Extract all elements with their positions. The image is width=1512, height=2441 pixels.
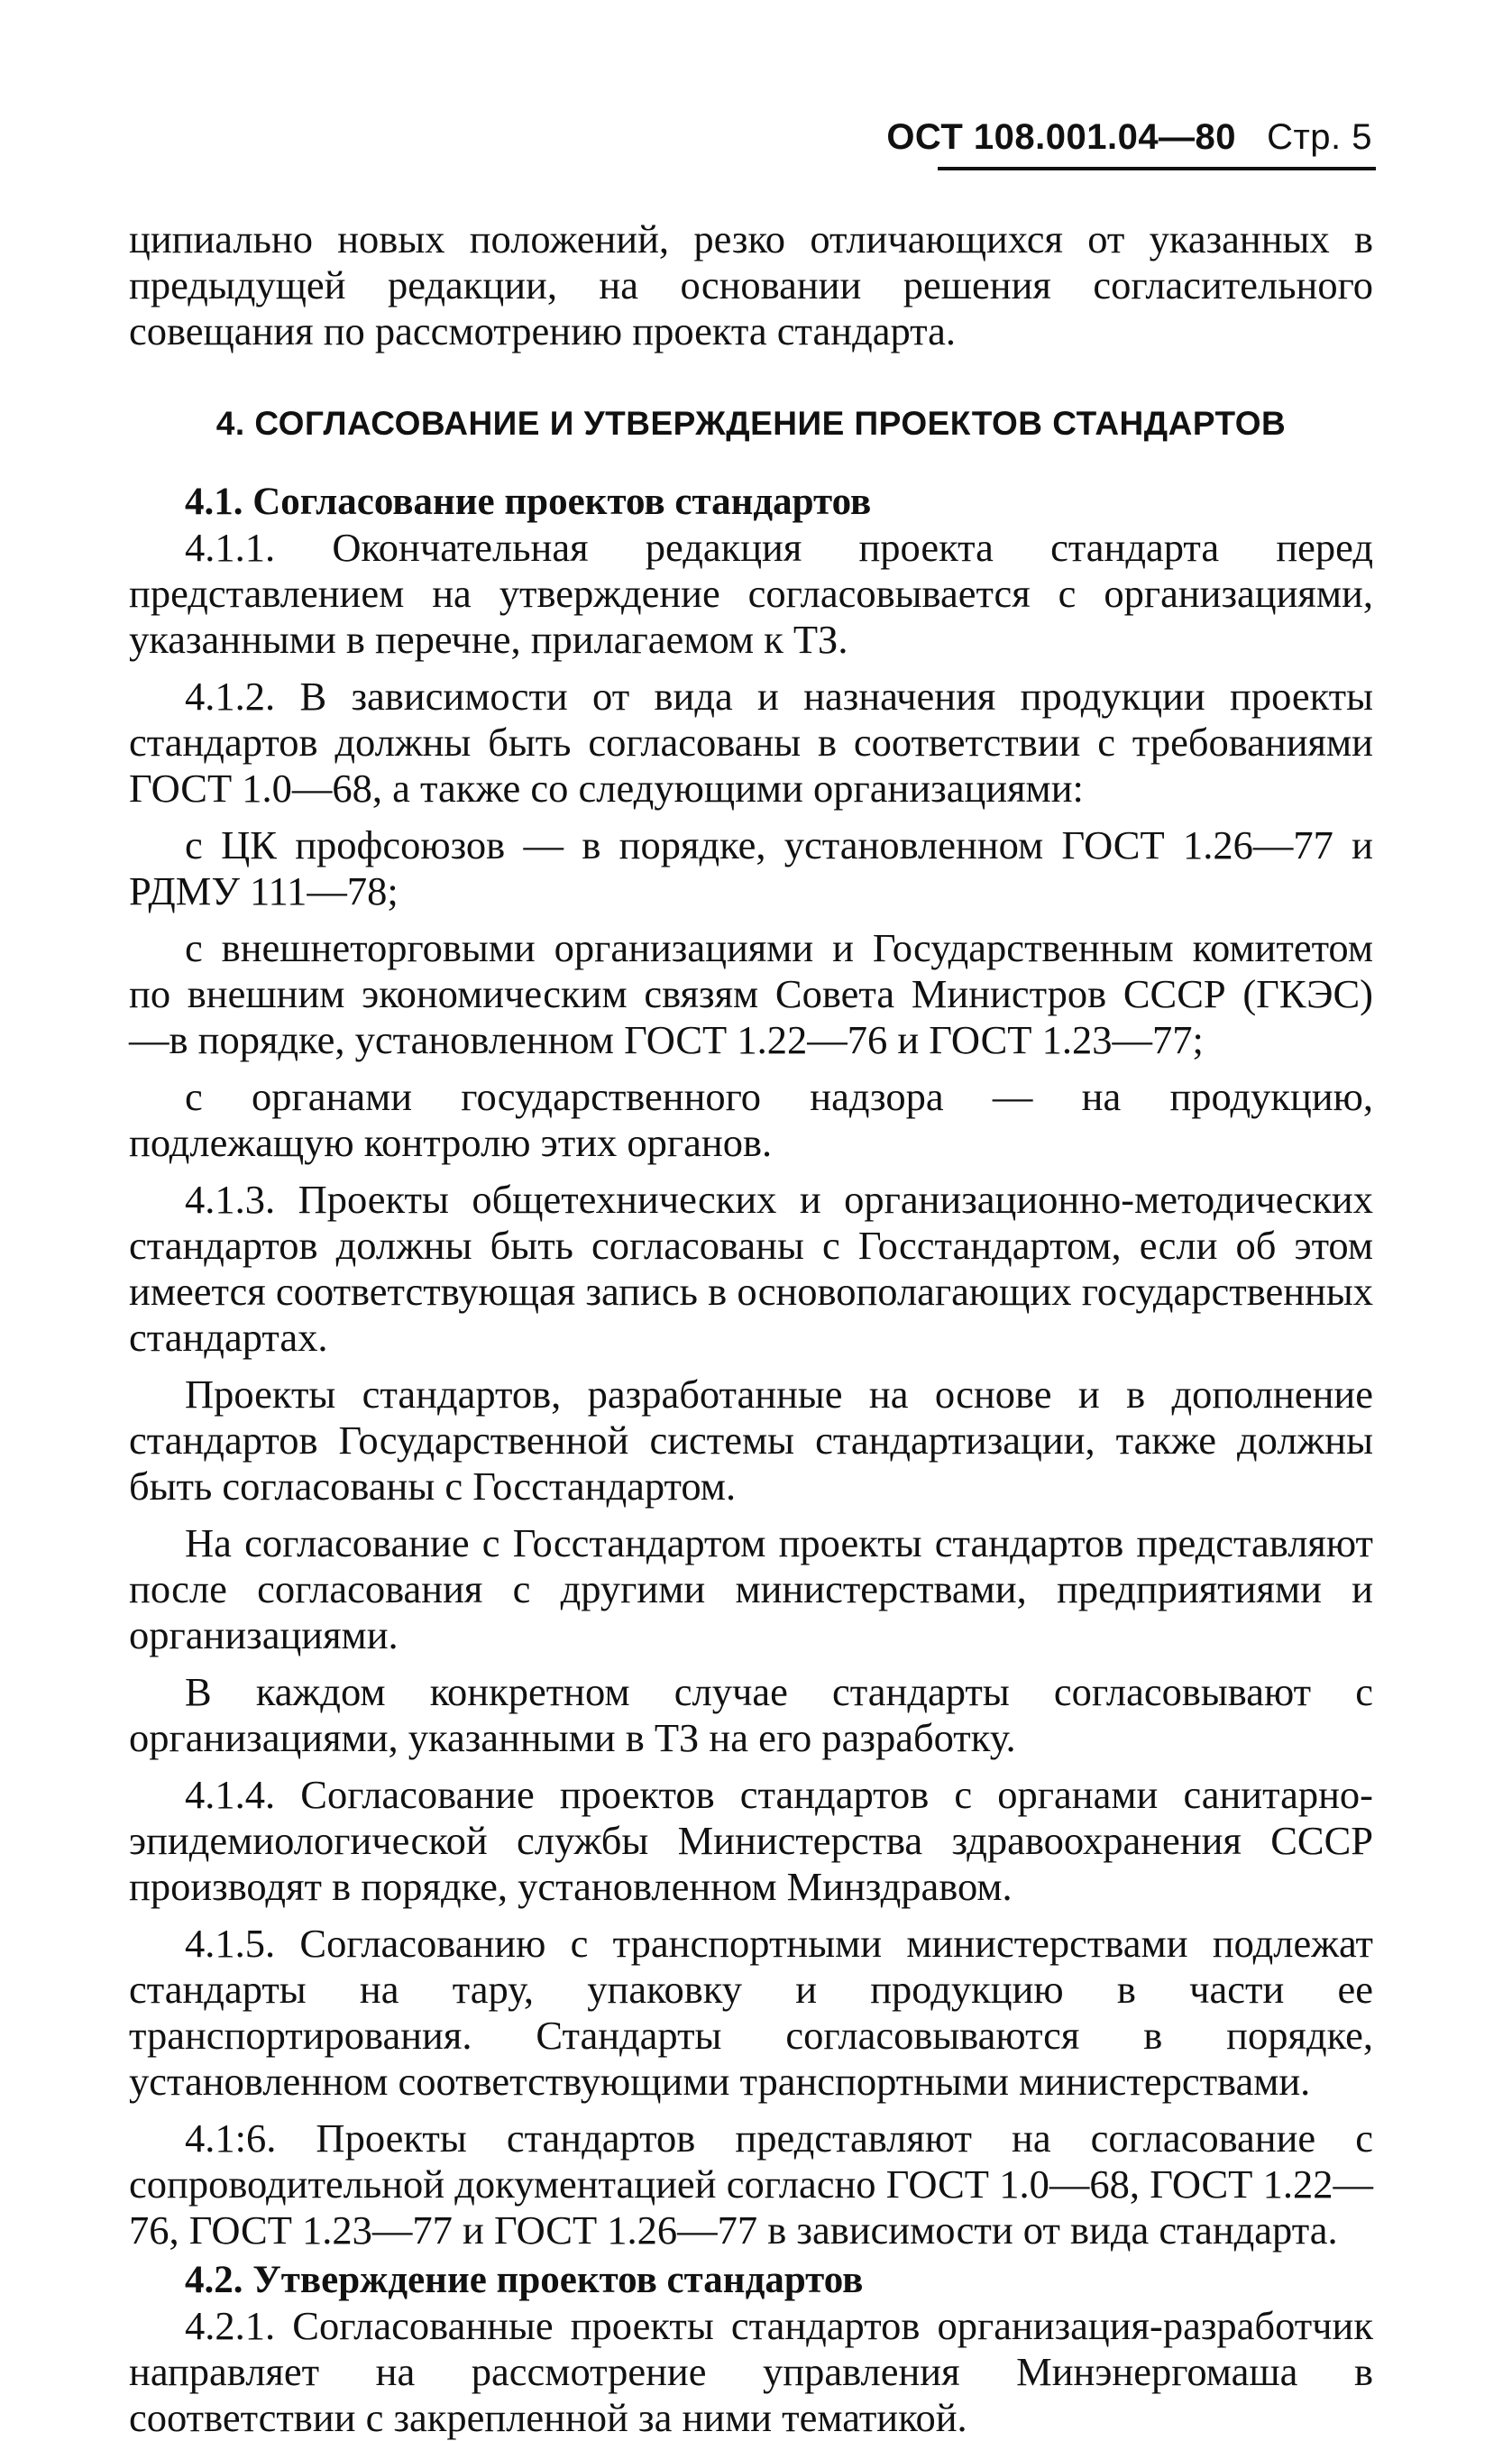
document-code: ОСТ 108.001.04—80 [886,117,1237,157]
paragraph-4-1-2-item-c: с органами государственного надзора — на продукцию, подлежащую контролю этих органов. [129,1074,1373,1165]
subsection-title-4-2: 4.2. Утверждение проектов стандартов [185,2259,864,2301]
paragraph-4-1-3: 4.1.3. Проекты общетехнических и организационно-методических стандартов должны быть согласованы с Госстандартом, если об этом имеется соответствующая запись в основополагающих государственных стандартах. [129,1177,1373,1360]
paragraph-4-1-3-c: В каждом конкретном случае стандарты согласовывают с организациями, указанными в ТЗ на его разработку. [129,1669,1373,1760]
subsection-title-4-1: 4.1. Согласование проектов стандартов [185,481,872,523]
paragraph-4-1-6: 4.1:6. Проекты стандартов представляют на согласование с сопроводительной документацией согласно ГОСТ 1.0—68, ГОСТ 1.22—76, ГОСТ 1.23—77 и ГОСТ 1.26—77 в зависимости от вида стандарта. [129,2115,1373,2253]
section-title: 4. СОГЛАСОВАНИЕ И УТВЕРЖДЕНИЕ ПРОЕКТОВ СТАНДАРТОВ [215,405,1287,442]
page-header [886,117,1372,158]
paragraph-4-2-1: 4.2.1. Согласованные проекты стандартов организация-разработчик направляет на рассмотрение управления Минэнергомаша в соответствии с закрепленной за ними тематикой. [129,2303,1373,2440]
paragraph-4-1-1: 4.1.1. Окончательная редакция проекта стандарта перед представлением на утверждение согласовывается с организациями, указанными в перечне, прилагаемом к ТЗ. [129,525,1373,662]
paragraph-4-1-3-b: На согласование с Госстандартом проекты стандартов представляют после согласования с другими министерствами, предприятиями и организациями. [129,1520,1373,1657]
document-body [129,216,1373,2441]
paragraph-continuation: ципиально новых положений, резко отличающихся от указанных в предыдущей редакции, на основании решения согласительного совещания по рассмотрению проекта стандарта. [129,216,1373,353]
page-number: Стр. 5 [1267,117,1372,157]
paragraph-4-1-2-item-a: с ЦК профсоюзов — в порядке, установленном ГОСТ 1.26—77 и РДМУ 111—78; [129,822,1373,913]
paragraph-4-1-2: 4.1.2. В зависимости от вида и назначения продукции проекты стандартов должны быть согласованы в соответствии с требованиями ГОСТ 1.0—68, а также со следующими организациями: [129,674,1373,811]
paragraph-4-1-4: 4.1.4. Согласование проектов стандартов с органами санитарно-эпидемиологической службы Министерства здравоохранения СССР производят в порядке, установленном Минздравом. [129,1772,1373,1909]
paragraph-4-1-3-a: Проекты стандартов, разработанные на основе и в дополнение стандартов Государственной системы стандартизации, также должны быть согласованы с Госстандартом. [129,1372,1373,1509]
header-rule [938,167,1376,170]
paragraph-4-1-2-item-b: с внешнеторговыми организациями и Государственным комитетом по внешним экономическим связям Совета Министров СССР (ГКЭС) —в порядке, установленном ГОСТ 1.22—76 и ГОСТ 1.23—77; [129,925,1373,1062]
paragraph-4-1-5: 4.1.5. Согласованию с транспортными министерствами подлежат стандарты на тару, упаковку и продукцию в части ее транспортирования. Стандарты согласовываются в порядке, установленном соответствующими транспортными министерствами. [129,1921,1373,2104]
